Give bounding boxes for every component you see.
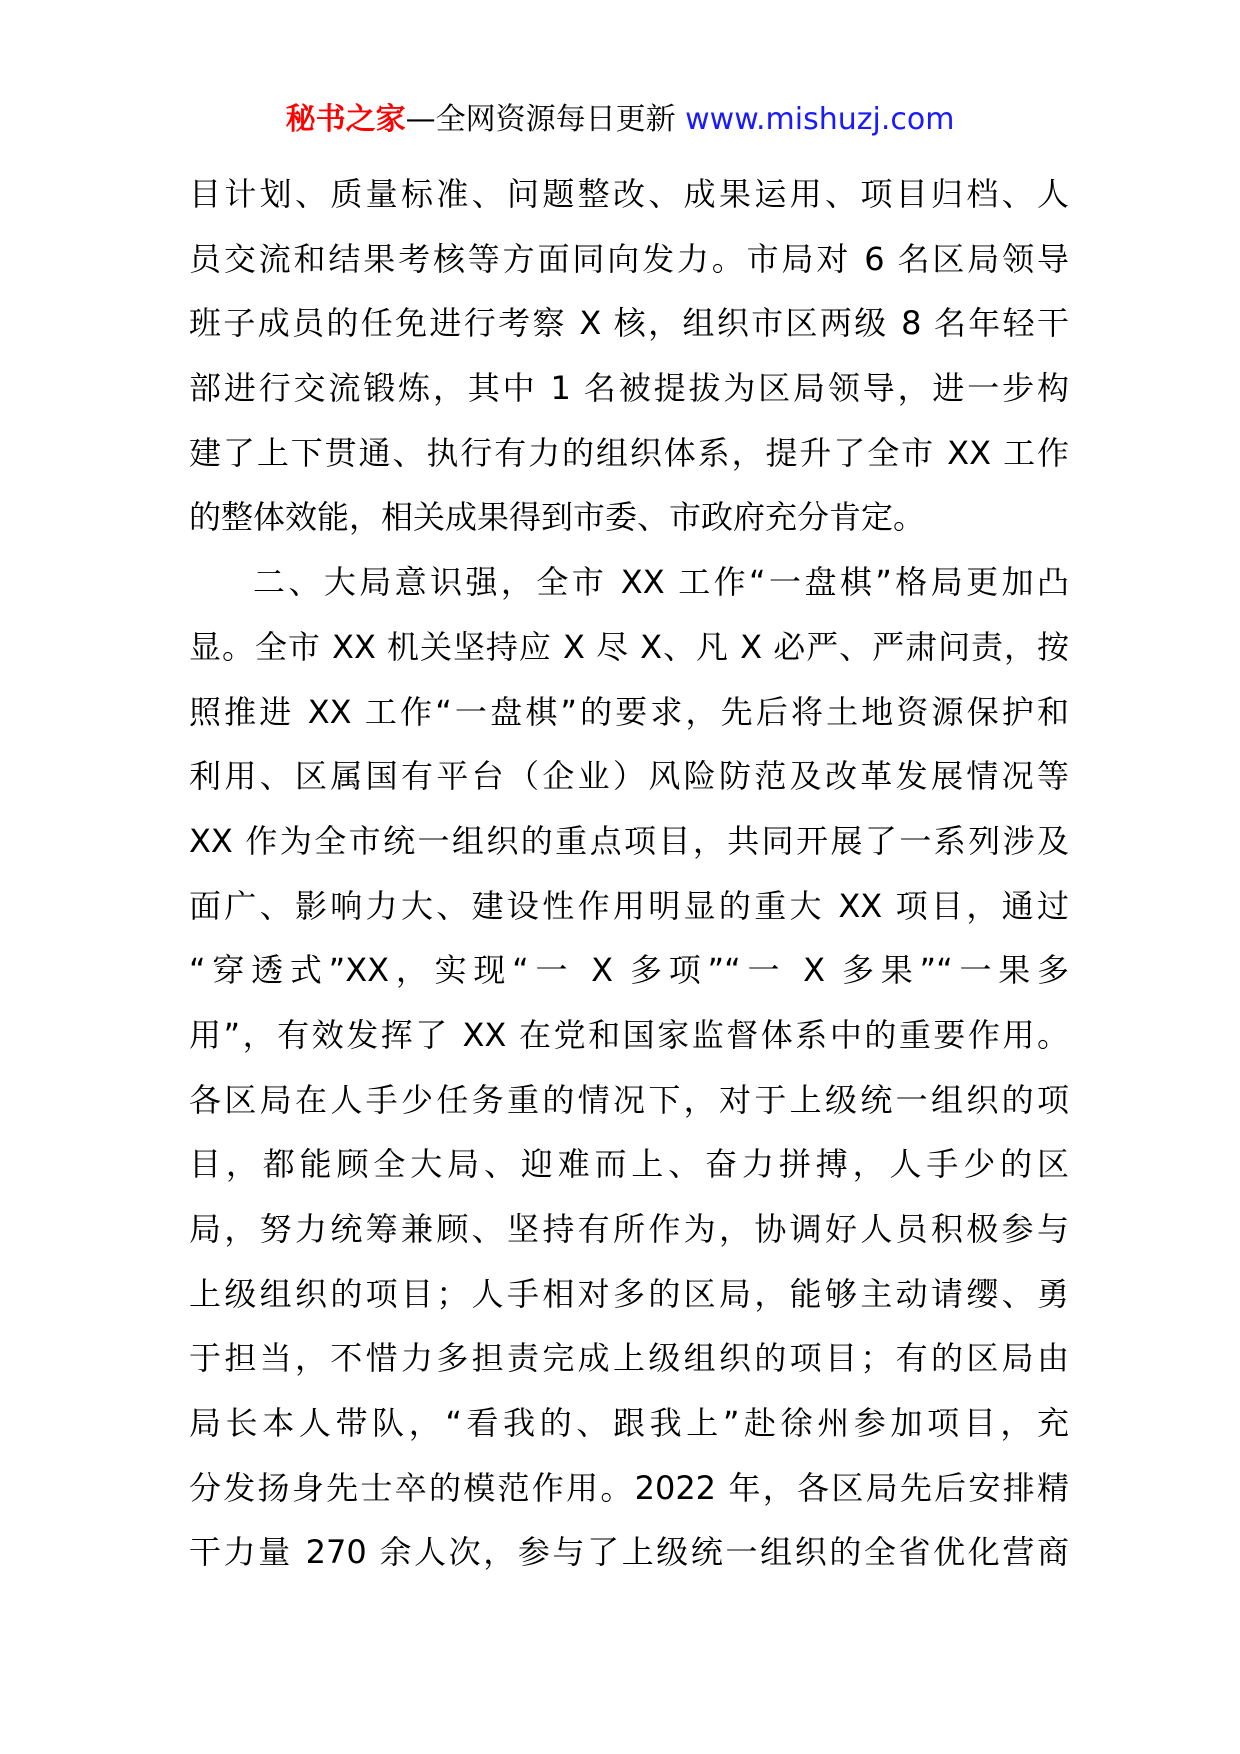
text-line: 利用、区属国有平台（企业）风险防范及改革发展情况等 <box>189 757 1069 796</box>
text-line: 班子成员的任免进行考察 X 核，组织市区两级 8 名年轻干 <box>189 304 1069 343</box>
section-heading-line: 二、大局意识强，全市 XX 工作“一盘棋”格局更加凸 <box>253 563 1069 602</box>
text-line: 用”，有效发挥了 XX 在党和国家监督体系中的重要作用。 <box>189 1015 1069 1054</box>
document-body <box>189 162 1069 1585</box>
text-line: 目计划、质量标准、问题整改、成果运用、项目归档、人 <box>189 175 1069 213</box>
text-line: 上级组织的项目；人手相对多的区局，能够主动请缨、勇 <box>189 1274 1069 1313</box>
site-tagline: —全网资源每日更新 <box>405 102 686 137</box>
text-line: 目，都能顾全大局、迎难而上、奋力拼搏，人手少的区 <box>189 1145 1069 1184</box>
site-url-link[interactable]: www.mishuzj.com <box>685 102 955 137</box>
site-brand: 秘书之家 <box>285 102 406 137</box>
paragraph-end-line: 的整体效能，相关成果得到市委、市政府充分肯定。 <box>189 498 926 537</box>
text-line: 于担当，不惜力多担责完成上级组织的项目；有的区局由 <box>189 1339 1069 1378</box>
text-line: 部进行交流锻炼，其中 1 名被提拔为区局领导，进一步构 <box>189 369 1069 408</box>
text-line: XX 作为全市统一组织的重点项目，共同开展了一系列涉及 <box>189 821 1069 860</box>
text-line: 员交流和结果考核等方面同向发力。市局对 6 名区局领导 <box>189 239 1069 278</box>
text-line: 各区局在人手少任务重的情况下，对于上级统一组织的项 <box>189 1080 1069 1119</box>
text-line: “穿透式”XX，实现“一 X 多项”“一 X 多果”“一果多 <box>189 951 1069 990</box>
text-line: 显。全市 XX 机关坚持应 X 尽 X、凡 X 必严、严肃问责，按 <box>189 627 1069 666</box>
site-header <box>0 100 1240 140</box>
text-line: 局，努力统筹兼顾、坚持有所作为，协调好人员积极参与 <box>189 1210 1069 1248</box>
text-line: 分发扬身先士卒的模范作用。2022 年，各区局先后安排精 <box>189 1468 1069 1507</box>
text-line: 局长本人带队，“看我的、跟我上”赴徐州参加项目，充 <box>189 1404 1069 1443</box>
text-line: 照推进 XX 工作“一盘棋”的要求，先后将土地资源保护和 <box>189 692 1069 731</box>
text-line: 面广、影响力大、建设性作用明显的重大 XX 项目，通过 <box>189 886 1069 925</box>
text-line: 建了上下贯通、执行有力的组织体系，提升了全市 XX 工作 <box>189 433 1069 472</box>
text-line: 干力量 270 余人次，参与了上级统一组织的全省优化营商 <box>189 1533 1069 1572</box>
